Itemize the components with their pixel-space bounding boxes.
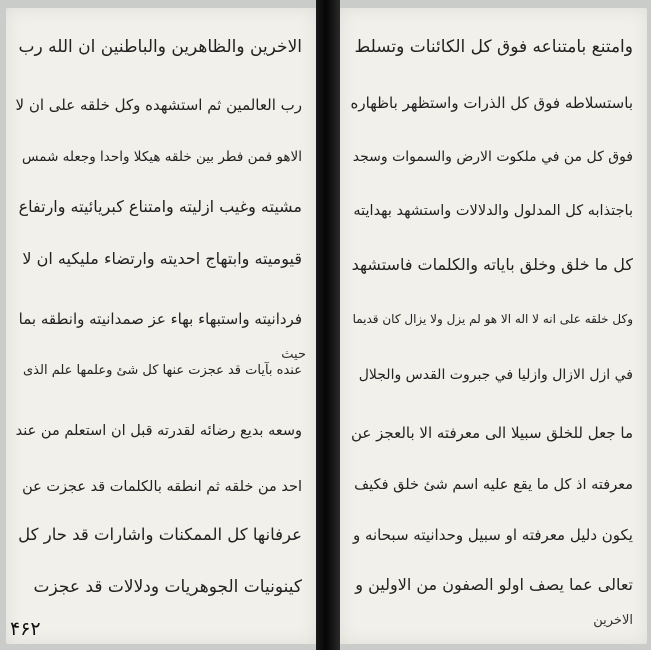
left-page [6, 8, 316, 644]
left-line-8: وسعه بديع رضائه لقدرته قبل ان استعلم من عند [15, 423, 302, 439]
page-number: ۴۶۲ [10, 618, 41, 640]
left-line-1: الاخرين والظاهرين والباطنين ان الله رب [18, 37, 302, 57]
right-line-3: فوق كل من في ملكوت الارض والسموات وسجد [352, 149, 633, 165]
right-line-11: تعالى عما يصف اولو الصفون من الاولين و [355, 575, 633, 594]
right-line-1: وامتنع بامتناعه فوق كل الكائنات وتسلط [354, 37, 633, 57]
right-line-5: كل ما خلق وخلق باياته والكلمات فاستشهد [351, 255, 633, 274]
right-page [340, 8, 647, 644]
book-gutter [316, 0, 340, 650]
left-line-3: الاهو فمن فطر بين خلقه هيكلا واحدا وجعله شمس [22, 149, 302, 165]
right-line-7: في ازل الازال وازليا في جبروت القدس والجلال [358, 367, 633, 383]
left-line-7: عنده بآيات قد عجزت عنها كل شئ وعلمها علم الذى [23, 363, 302, 378]
right-line-4: باجتذابه كل المدلول والدلالات واستشهد بهدايته [353, 203, 633, 219]
left-line-9: احد من خلقه ثم انطقه بالكلمات قد عجزت عن [22, 479, 302, 495]
left-line-11: كينونيات الجوهريات ودلالات قد عجزت [33, 577, 302, 597]
catchword: الاخرين [593, 613, 633, 628]
left-line-10: عرفانها كل الممكنات واشارات قد حار كل [18, 525, 302, 544]
left-line-4: مشيته وغيب ازليته وامتناع كبريائيته وارتفاع [18, 197, 302, 216]
left-line-6: فردانيته واستبهاء بهاء عز صمدانيته وانطقه بما [18, 310, 302, 328]
left-margin-note: حيث [281, 347, 306, 362]
right-line-6: وكل خلقه على انه لا اله الا هو لم يزل ولا يزال كان قديما [352, 312, 633, 326]
left-line-2: رب العالمين ثم استشهده وكل خلقه على ان لا [15, 96, 302, 114]
right-line-8: ما جعل للخلق سبيلا الى معرفته الا بالعجز عن [350, 424, 633, 442]
right-line-2: باستسلاطه فوق كل الذرات واستظهر باظهاره [350, 94, 633, 112]
left-line-5: قيوميته وابتهاج احديته وارتضاء مليكيه ان لا [22, 249, 302, 268]
right-line-9: معرفته اذ كل ما يقع عليه اسم شئ خلق فكيف [354, 477, 633, 493]
right-line-10: يكون دليل معرفته او سبيل وحدانيته سبحانه و [352, 526, 633, 544]
